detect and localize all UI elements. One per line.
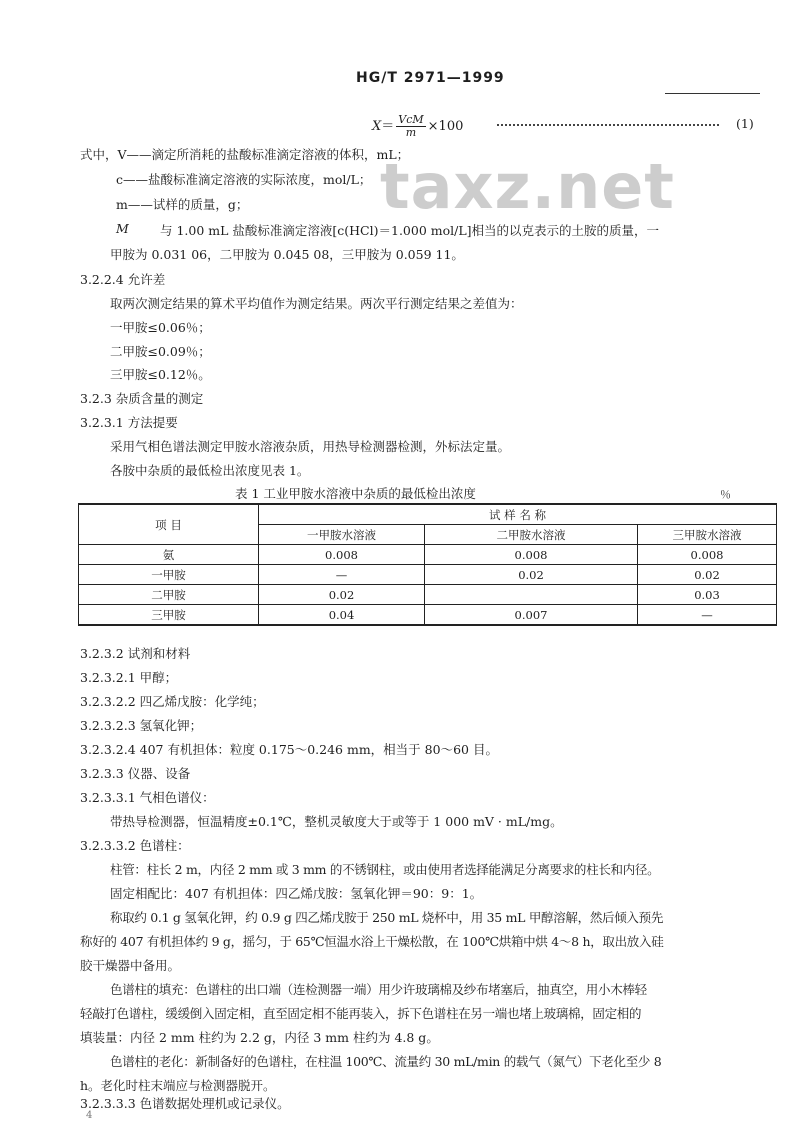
- text-line: m——试样的质量，g；: [116, 197, 249, 212]
- table-row: [79, 565, 777, 585]
- table-cell: 0.008: [425, 545, 638, 565]
- table-row: [79, 605, 777, 626]
- formula-lhs: X: [372, 119, 382, 134]
- table-group-header: 试 样 名 称: [259, 504, 777, 525]
- text-line: 取两次测定结果的算术平均值作为测定结果。两次平行测定结果之差值为：: [110, 296, 523, 311]
- text-line: c——盐酸标准滴定溶液的实际浓度，mol/L；: [116, 172, 372, 187]
- table-row-header: 项 目: [79, 504, 259, 545]
- section-heading: 3.2.3.1 方法提要: [80, 415, 178, 430]
- table-cell: 0.008: [259, 545, 425, 565]
- table-cell-item: 三甲胺: [79, 605, 259, 626]
- section-heading: 3.2.3.3 仪器、设备: [80, 766, 191, 781]
- standard-code: HG/T 2971—1999: [356, 70, 505, 86]
- formula: X＝ $\frac{\text{VcM}}{m}$ ×100: [372, 113, 464, 139]
- text-line: 带热导检测器，恒温精度±0.1℃，整机灵敏度大于或等于 1 000 mV · mL/mg。: [110, 814, 563, 829]
- text-line: 与 1.00 mL 盐酸标准滴定溶液[c(HCl)＝1.000 mol/L]相当的以克表示的土胺的质量，一: [160, 223, 660, 238]
- formula-leader-dots: [497, 116, 719, 126]
- text-line: 式中，V——滴定所消耗的盐酸标准滴定溶液的体积，mL；: [80, 147, 410, 162]
- table-cell: 0.02: [259, 585, 425, 605]
- text-line: 轻敲打色谱柱，缓缓倒入固定相，直至固定相不能再装入，拆下色谱柱在另一端也堵上玻璃棉，固定相的: [80, 1006, 642, 1021]
- text-line: 固定相配比：407 有机担体：四乙烯戊胺：氢氧化钾＝90：9：1。: [110, 886, 483, 901]
- text-line: 三甲胺≤0.12％。: [110, 367, 211, 382]
- formula-fraction: [396, 114, 425, 139]
- table-unit: ％: [720, 488, 731, 501]
- header-rule: [665, 93, 760, 94]
- table-cell: 0.008: [638, 545, 777, 565]
- table-cell: 0.03: [638, 585, 777, 605]
- section-heading: 3.2.3 杂质含量的测定: [80, 391, 204, 406]
- text-line: 称取约 0.1 g 氢氧化钾，约 0.9 g 四乙烯戊胺于 250 mL 烧杯中，用 35 mL 甲醇溶解，然后倾入预先: [110, 910, 664, 925]
- text-line: M: [116, 221, 129, 236]
- page-number: 4: [86, 1110, 93, 1121]
- text-line: 称好的 407 有机担体约 9 g，摇匀，于 65℃恒温水浴上干燥松散，在 100℃烘箱中烘 4～8 h，取出放入硅: [80, 934, 664, 949]
- text-line: 3.2.3.3.2 色谱柱：: [80, 838, 190, 853]
- text-line: 3.2.3.3.3 色谱数据处理机或记录仪。: [80, 1096, 290, 1111]
- table-cell-item: 氨: [79, 545, 259, 565]
- text-line: 甲胺为 0.031 06，二甲胺为 0.045 08，三甲胺为 0.059 11。: [110, 247, 464, 262]
- formula-numerator: VcM: [398, 113, 424, 126]
- table-cell-item: 二甲胺: [79, 585, 259, 605]
- text-line: 柱管：柱长 2 m，内径 2 mm 或 3 mm 的不锈钢柱，或由使用者选择能满足分离要求的柱长和内径。: [110, 862, 660, 877]
- formula-tail: ×100: [427, 119, 464, 134]
- table-caption: 表 1 工业甲胺水溶液中杂质的最低检出浓度: [235, 486, 476, 501]
- text-line: 3.2.3.2.4 407 有机担体：粒度 0.175～0.246 mm，相当于 80～60 目。: [80, 742, 498, 757]
- table-column-header: 二甲胺水溶液: [425, 525, 638, 545]
- equation-number: (1): [736, 116, 754, 131]
- text-line: 色谱柱的填充：色谱柱的出口端（连检测器一端）用少许玻璃棉及纱布堵塞后，抽真空，用小木棒轻: [110, 982, 647, 997]
- watermark: taxz.net: [380, 150, 675, 223]
- table-cell: —: [638, 605, 777, 626]
- table-column-header: 三甲胺水溶液: [638, 525, 777, 545]
- text-line: 填装量：内径 2 mm 柱约为 2.2 g，内径 3 mm 柱约为 4.8 g。: [80, 1030, 439, 1045]
- table-cell: 0.02: [425, 565, 638, 585]
- table-cell: —: [259, 565, 425, 585]
- text-line: 胶干燥器中备用。: [80, 958, 181, 973]
- table-cell: [425, 585, 638, 605]
- text-line: 3.2.3.3.1 气相色谱仪：: [80, 790, 215, 805]
- formula-denominator: m: [405, 126, 417, 139]
- text-line: 二甲胺≤0.09％；: [110, 344, 211, 359]
- table-cell: 0.007: [425, 605, 638, 626]
- text-line: 色谱柱的老化：新制备好的色谱柱，在柱温 100℃、流量约 30 mL/min 的载气（氮气）下老化至少 8: [110, 1054, 662, 1069]
- table-row: [79, 545, 777, 565]
- section-heading: 3.2.3.2 试剂和材料: [80, 646, 191, 661]
- impurity-table: [78, 503, 776, 626]
- section-heading: 3.2.2.4 允许差: [80, 272, 166, 287]
- text-line: h。老化时柱末端应与检测器脱开。: [80, 1078, 276, 1093]
- text-line: 3.2.3.2.2 四乙烯戊胺：化学纯；: [80, 694, 265, 709]
- text-line: 各胺中杂质的最低检出浓度见表 1。: [110, 463, 310, 478]
- text-line: 采用气相色谱法测定甲胺水溶液杂质，用热导检测器检测，外标法定量。: [110, 439, 511, 454]
- table-row: [79, 585, 777, 605]
- text-line: 一甲胺≤0.06％；: [110, 320, 211, 335]
- table-column-header: 一甲胺水溶液: [259, 525, 425, 545]
- text-line: 3.2.3.2.1 甲醇；: [80, 670, 178, 685]
- table-cell: 0.04: [259, 605, 425, 626]
- table-cell-item: 一甲胺: [79, 565, 259, 585]
- text-line: 3.2.3.2.3 氢氧化钾；: [80, 718, 203, 733]
- table-cell: 0.02: [638, 565, 777, 585]
